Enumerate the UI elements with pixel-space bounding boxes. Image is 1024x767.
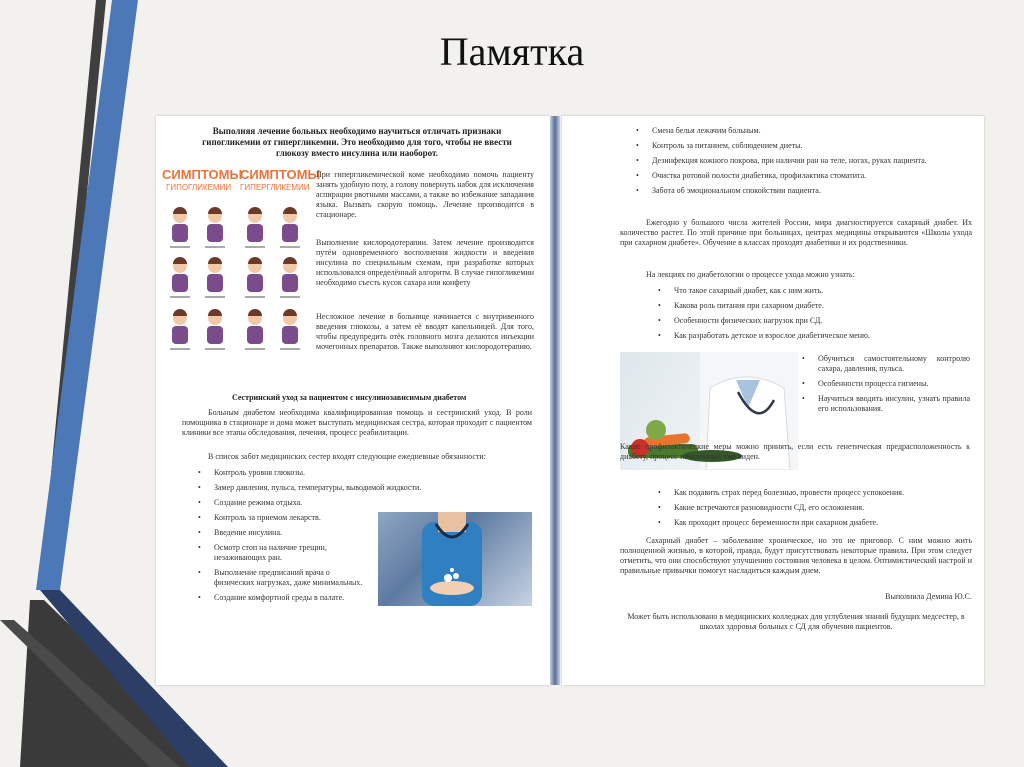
list-item: • Замер давления, пульса, температуры, выводимой жидкости. <box>194 483 504 493</box>
side-list <box>798 354 970 419</box>
list-item: • Выполнение предписаний врача о физических нагрузках, даже минимальных. <box>194 568 372 588</box>
list-item: • Осмотр стоп на наличие трещин, незаживающих ран. <box>194 543 372 563</box>
list-item: • Что такое сахарный диабет, как с ним жить. <box>654 286 972 296</box>
section-para2: В список забот медицинских сестер входят следующие ежедневные обязанности: <box>208 452 486 461</box>
list-item: • Забота об эмоциональном спокойствии пациента. <box>632 186 972 196</box>
hyper-subtitle: ГИПЕРГЛИКЕМИИ <box>240 183 310 192</box>
list-item: • Дезинфекция кожного покрова, при наличии ран на теле, ногах, руках пациента. <box>632 156 972 166</box>
lectures-intro: На лекциях по диабетологии о процессе ухода можно узнать: <box>646 270 855 279</box>
list-item: • Контроль за питанием, соблюдением диеты. <box>632 141 972 151</box>
left-page <box>156 116 550 685</box>
list-item: • Как разработать детское и взрослое диабетическое меню. <box>654 331 972 341</box>
list-item: • Обучиться самостоятельному контролю сахара, давления, пульса. <box>798 354 970 374</box>
list-item: • Введение инсулина. <box>194 528 372 538</box>
hypo-subtitle: ГИПОГЛИКЕМИИ <box>166 183 232 192</box>
more-list <box>654 488 972 533</box>
list-item: • Создание режима отдыха. <box>194 498 372 508</box>
author-line: Выполнила Демина Ю.С. <box>885 592 972 601</box>
para-hyper-coma: При гипергликемической коме необходимо помочь пациенту занять удобную позу, а голову повернуть набок для исключения аспирации рвотными массами, а также во избежание западания языка. Вызвать скорую помощь. Лечение производится в стационаре. <box>316 170 534 219</box>
list-item: • Как подавить страх перед болезнью, провести процесс успокоения. <box>654 488 972 498</box>
list-item: • Особенности процесса гигиены. <box>798 379 970 389</box>
list-item: • Как проходит процесс беременности при сахарном диабете. <box>654 518 972 528</box>
list-item: • Контроль за приемом лекарств. <box>194 513 372 523</box>
left-heading: Выполняя лечение больных необходимо научиться отличать признаки гипогликемии от гипергликемии. Это необходимо для того, чтобы не ввести глюкозу вместо инсулина или наоборот. <box>202 126 512 158</box>
conclusion-paragraph: Сахарный диабет – заболевание хроническое, но это не приговор. С ним можно жить полноценной жизнью, в которой, правда, будут присутствовать некоторые правила. При этом следует отметить, что они способствуют улучшению состояния человека в целом. Оптимистический настрой и правильные привычки помогут насладиться каждым днем. <box>620 536 972 575</box>
para-oxygen: Выполнение кислородотерапии. Затем лечение производится путём одновременного восполнения жидкости и введения инсулина по специальным схемам, при разработке которых использовался определённый алгоритм. В случае гипогликемии необходимо съесть кусок сахара или конфету <box>316 238 534 287</box>
list-item: • Очистка ротовой полости диабетика, профилактика стоматита. <box>632 171 972 181</box>
list-item: • Контроль уровня глюкозы. <box>194 468 372 478</box>
care-list <box>632 126 972 201</box>
book-spine <box>550 116 560 685</box>
duties-list <box>194 468 422 608</box>
hyper-title: СИМПТОМЫ <box>240 167 321 182</box>
list-item: • Создание комфортной среды в палате. <box>194 593 372 603</box>
para-treatment: Несложное лечение в больнице начинается с внутривенного введения глюкозы, а затем её вводят капельницей. Для того, чтобы предупредить отёк головного мозга делаются инъекции мочегонных препаратов. Также выполняют кислородотерапию. <box>316 312 534 351</box>
section-title: Сестринский уход за пациентом с инсулинозависимым диабетом <box>232 393 467 402</box>
list-item: • Какие встречаются разновидности СД, его осложнения. <box>654 503 972 513</box>
list-item: • Смена белья лежачим больным. <box>632 126 972 136</box>
school-paragraph: Ежегодно у большого числа жителей России, мира диагностируется сахарный диабет. Их количество растет. По этой причине при больницах, центрах медицины открываются «Школы ухода при сахарном диабете». Обучение в классах проходят диабетики и их родственники. <box>620 218 972 247</box>
hypo-title: СИМПТОМЫ <box>162 167 243 182</box>
section-para1: Больным диабетом необходима квалифицированная помощь и сестринский уход. В роли помощника в стационаре и дома может выступать медицинская сестра, которая проходит с пациентом клиники все этапы обследования, лечения, процесс реабилитации. <box>182 408 532 437</box>
symptom-figures <box>162 200 308 358</box>
usage-note: Может быть использовано в медицинских колледжах для углубления знаний будущих медсестер, в школах здоровья больных с СД для обучения пациентов. <box>627 612 965 631</box>
learn-list <box>654 286 972 346</box>
prevention-item: Какие профилактические меры можно принять, если есть генетическая предрасположенность к диабету, процесс заболевания уже виден. <box>620 442 970 461</box>
right-page <box>562 116 984 685</box>
list-item: • Научиться вводить инсулин, узнать правила его использования. <box>798 394 970 414</box>
slide-title: Памятка <box>439 29 585 74</box>
list-item: • Какова роль питания при сахарном диабете. <box>654 301 972 311</box>
nurse-photo <box>378 512 532 606</box>
list-item: • Особенности физических нагрузок при СД. <box>654 316 972 326</box>
